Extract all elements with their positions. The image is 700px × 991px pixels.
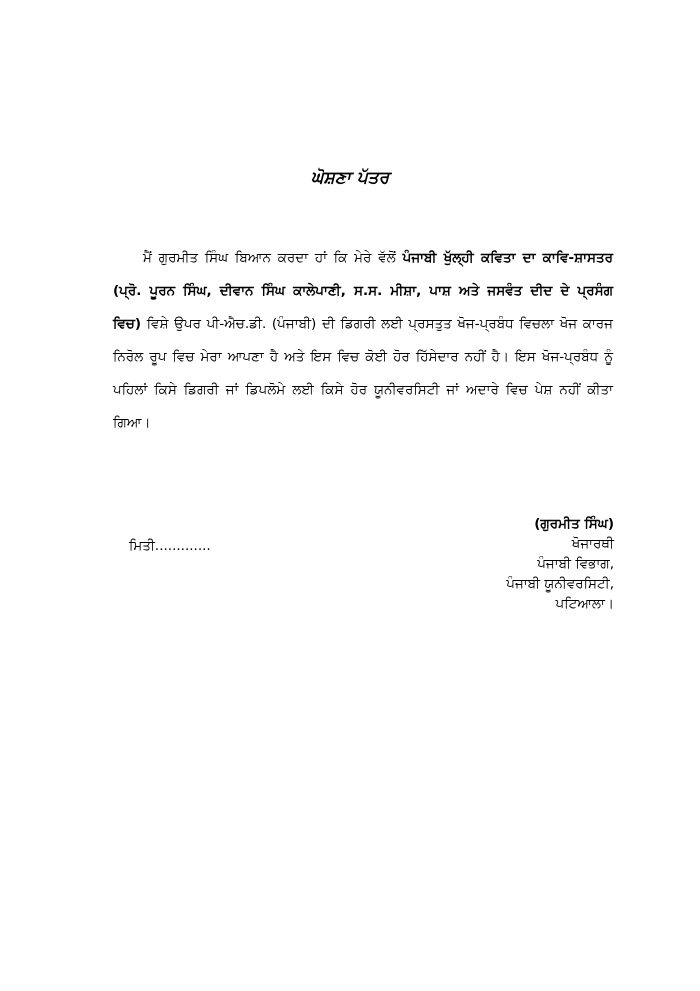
signatory-name: (ਗੁਰਮੀਤ ਸਿੰਘ) xyxy=(534,516,614,532)
signatory-department: ਪੰਜਾਬੀ ਵਿਭਾਗ, xyxy=(537,556,614,572)
declaration-part-2: ਵਿਸ਼ੇ ਉਪਰ ਪੀ-ਐਚ.ਡੀ. (ਪੰਜਾਬੀ) ਦੀ ਡਿਗਰੀ ਲਈ ਪ੍ਰਸਤੁਤ ਖੋਜ-ਪ੍ਰਬੰਧ ਵਿਚਲਾ ਖੋਜ ਕਾਰਜ ਨਿਰੋਲ ਰੂਪ ਵਿਚ ਮੇਰਾ ਆਪਣਾ ਹੈ ਅਤੇ ਇਸ ਵਿਚ ਕੋਈ ਹੋਰ ਹਿੱਸੇਦਾਰ ਨਹੀਂ ਹੈ। ਇਸ ਖੋਜ-ਪ੍ਰਬੰਧ ਨੂੰ ਪਹਿਲਾਂ ਕਿਸੇ ਡਿਗਰੀ ਜਾਂ ਡਿਪਲੋਮੇ ਲਈ ਕਿਸੇ ਹੋਰ ਯੂਨੀਵਰਸਿਟੀ ਜਾਂ ਅਦਾਰੇ ਵਿਚ ਪੇਸ਼ ਨਹੀਂ ਕੀਤਾ ਗਿਆ। xyxy=(113,316,613,431)
page-title: ਘੋਸ਼ਣਾ ਪੱਤਰ xyxy=(310,168,390,188)
declaration-part-1: ਮੈਂ ਗੁਰਮੀਤ ਸਿੰਘ ਬਿਆਨ ਕਰਦਾ ਹਾਂ ਕਿ ਮੇਰੇ ਵੱਲੋਂ xyxy=(143,250,403,266)
thesis-title: ਪੰਜਾਬੀ ਖੁੱਲ੍ਹੀ ਕਵਿਤਾ ਦਾ ਕਾਵਿ-ਸ਼ਾਸਤਰ (ਪ੍ਰੋ. ਪੂਰਨ ਸਿੰਘ, ਦੀਵਾਨ ਸਿੰਘ ਕਾਲੇਪਾਣੀ, ਸ.ਸ. ਮੀਸ਼ਾ, ਪਾਸ਼ ਅਤੇ ਜਸਵੰਤ ਦੀਦ ਦੇ ਪ੍ਰਸੰਗ ਵਿਚ) xyxy=(113,250,613,332)
declaration-paragraph xyxy=(113,242,613,440)
signatory-role: ਖੋਜਾਰਥੀ xyxy=(571,536,614,552)
signature-block xyxy=(506,514,614,614)
signatory-city: ਪਟਿਆਲਾ। xyxy=(555,596,614,612)
date-field: ਮਿਤੀ............. xyxy=(129,538,211,554)
signatory-university: ਪੰਜਾਬੀ ਯੂਨੀਵਰਸਿਟੀ, xyxy=(506,576,614,592)
